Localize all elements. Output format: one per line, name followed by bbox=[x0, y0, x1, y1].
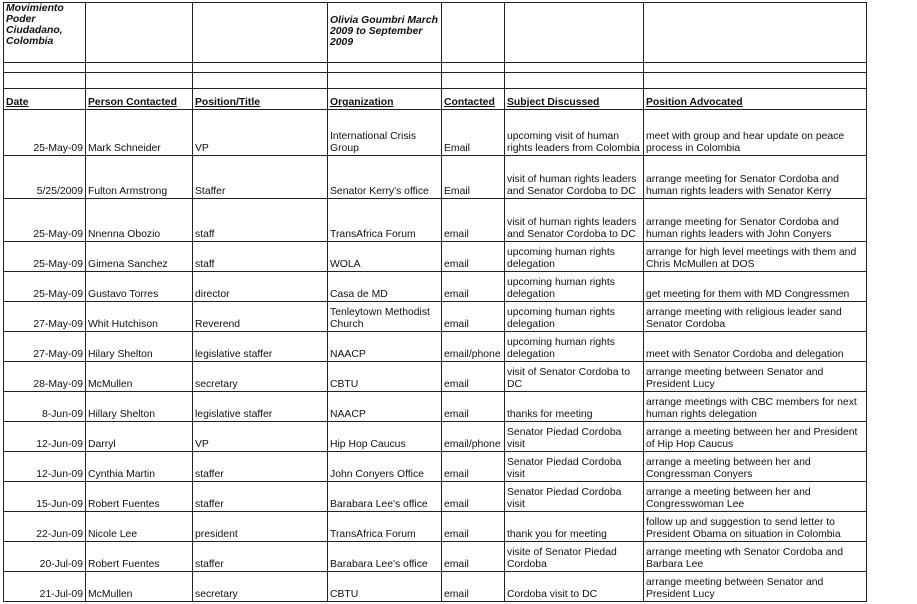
contact-log-table bbox=[3, 2, 867, 602]
advocated-cell: arrange a meeting between her and President of Hip Hop Caucus bbox=[644, 422, 867, 452]
organization-cell: TransAfrica Forum bbox=[328, 199, 442, 242]
date-cell: 28-May-09 bbox=[4, 362, 86, 392]
table-row bbox=[4, 482, 867, 512]
organization-cell: TransAfrica Forum bbox=[328, 512, 442, 542]
table-row bbox=[4, 572, 867, 602]
date-cell: 25-May-09 bbox=[4, 242, 86, 272]
contacted-cell: email bbox=[442, 242, 505, 272]
person-cell: McMullen bbox=[86, 362, 193, 392]
subject-cell: upcoming human rights delegation bbox=[505, 302, 644, 332]
date-cell: 8-Jun-09 bbox=[4, 392, 86, 422]
organization-title: Movimiento Poder Ciudadano, Colombia bbox=[4, 3, 86, 63]
contacted-cell: email bbox=[442, 199, 505, 242]
advocated-cell: arrange meeting with religious leader sand Senator Cordoba bbox=[644, 302, 867, 332]
organization-cell: Tenleytown Methodist Church bbox=[328, 302, 442, 332]
organization-cell: WOLA bbox=[328, 242, 442, 272]
position-cell: legislative staffer bbox=[193, 392, 328, 422]
header-person: Person Contacted bbox=[86, 89, 193, 110]
organization-cell: John Conyers Office bbox=[328, 452, 442, 482]
advocated-cell: arrange meeting between Senator and President Lucy bbox=[644, 362, 867, 392]
date-cell: 25-May-09 bbox=[4, 272, 86, 302]
subject-cell: Senator Piedad Cordoba visit bbox=[505, 422, 644, 452]
advocated-cell: arrange a meeting between her and Congressman Conyers bbox=[644, 452, 867, 482]
person-cell: McMullen bbox=[86, 572, 193, 602]
position-cell: VP bbox=[193, 110, 328, 156]
person-cell: Gimena Sanchez bbox=[86, 242, 193, 272]
table-row bbox=[4, 242, 867, 272]
organization-cell: International Crisis Group bbox=[328, 110, 442, 156]
person-cell: Robert Fuentes bbox=[86, 542, 193, 572]
table-row bbox=[4, 332, 867, 362]
contacted-cell: email bbox=[442, 542, 505, 572]
contacted-cell: email/phone bbox=[442, 422, 505, 452]
contacted-cell: email/phone bbox=[442, 332, 505, 362]
subject-cell: visit of human rights leaders and Senator Cordoba to DC bbox=[505, 156, 644, 199]
position-cell: staff bbox=[193, 199, 328, 242]
contacted-cell: Email bbox=[442, 110, 505, 156]
position-cell: VP bbox=[193, 422, 328, 452]
contacted-cell: email bbox=[442, 272, 505, 302]
table-row bbox=[4, 110, 867, 156]
advocated-cell: arrange for high level meetings with them and Chris McMullen at DOS bbox=[644, 242, 867, 272]
organization-cell: CBTU bbox=[328, 572, 442, 602]
table-row bbox=[4, 362, 867, 392]
header-position: Position/Title bbox=[193, 89, 328, 110]
person-cell: Gustavo Torres bbox=[86, 272, 193, 302]
date-cell: 27-May-09 bbox=[4, 332, 86, 362]
contacted-cell: Email bbox=[442, 156, 505, 199]
subject-cell: visit of human rights leaders and Senator Cordoba to DC bbox=[505, 199, 644, 242]
position-cell: director bbox=[193, 272, 328, 302]
position-cell: staff bbox=[193, 242, 328, 272]
person-cell: Cynthia Martin bbox=[86, 452, 193, 482]
organization-cell: NAACP bbox=[328, 392, 442, 422]
table-row bbox=[4, 452, 867, 482]
person-cell: Mark Schneider bbox=[86, 110, 193, 156]
organization-cell: Barabara Lee's office bbox=[328, 482, 442, 512]
empty-cell bbox=[442, 3, 505, 63]
table-row bbox=[4, 199, 867, 242]
spacer-row bbox=[4, 63, 867, 73]
organization-cell: Hip Hop Caucus bbox=[328, 422, 442, 452]
date-cell: 15-Jun-09 bbox=[4, 482, 86, 512]
header-date: Date bbox=[4, 89, 86, 110]
empty-cell bbox=[86, 3, 193, 63]
advocated-cell: arrange meeting for Senator Cordoba and human rights leaders with Senator Kerry bbox=[644, 156, 867, 199]
header-advocated: Position Advocated bbox=[644, 89, 867, 110]
subject-cell: Cordoba visit to DC bbox=[505, 572, 644, 602]
position-cell: secretary bbox=[193, 572, 328, 602]
advocated-cell: meet with group and hear update on peace process in Colombia bbox=[644, 110, 867, 156]
contacted-cell: email bbox=[442, 512, 505, 542]
table-row bbox=[4, 542, 867, 572]
header-row bbox=[4, 89, 867, 110]
contacted-cell: email bbox=[442, 482, 505, 512]
advocated-cell: arrange meeting between Senator and President Lucy bbox=[644, 572, 867, 602]
date-cell: 25-May-09 bbox=[4, 199, 86, 242]
date-cell: 20-Jul-09 bbox=[4, 542, 86, 572]
advocated-cell: arrange meeting wth Senator Cordoba and Barbara Lee bbox=[644, 542, 867, 572]
advocated-cell: arrange meeting for Senator Cordoba and human rights leaders with John Conyers bbox=[644, 199, 867, 242]
organization-cell: NAACP bbox=[328, 332, 442, 362]
subject-cell: visite of Senator Piedad Cordoba bbox=[505, 542, 644, 572]
contact-period-title: Olivia Goumbri March 2009 to September 2009 bbox=[328, 3, 442, 63]
table-row bbox=[4, 272, 867, 302]
header-organization: Organization bbox=[328, 89, 442, 110]
person-cell: Nicole Lee bbox=[86, 512, 193, 542]
position-cell: staffer bbox=[193, 482, 328, 512]
advocated-cell: meet with Senator Cordoba and delegation bbox=[644, 332, 867, 362]
subject-cell: thank you for meeting bbox=[505, 512, 644, 542]
date-cell: 22-Jun-09 bbox=[4, 512, 86, 542]
position-cell: president bbox=[193, 512, 328, 542]
organization-cell: Senator Kerry's office bbox=[328, 156, 442, 199]
position-cell: Staffer bbox=[193, 156, 328, 199]
date-cell: 27-May-09 bbox=[4, 302, 86, 332]
table-row bbox=[4, 302, 867, 332]
table-row bbox=[4, 512, 867, 542]
header-subject: Subject Discussed bbox=[505, 89, 644, 110]
contacted-cell: email bbox=[442, 392, 505, 422]
table-row bbox=[4, 422, 867, 452]
advocated-cell: arrange a meeting between her and Congresswoman Lee bbox=[644, 482, 867, 512]
person-cell: Hillary Shelton bbox=[86, 392, 193, 422]
empty-cell bbox=[505, 3, 644, 63]
table-row bbox=[4, 392, 867, 422]
contacted-cell: email bbox=[442, 302, 505, 332]
position-cell: staffer bbox=[193, 542, 328, 572]
advocated-cell: arrange meetings with CBC members for next human rights delegation bbox=[644, 392, 867, 422]
position-cell: Reverend bbox=[193, 302, 328, 332]
table-row bbox=[4, 156, 867, 199]
subject-cell: upcoming human rights delegation bbox=[505, 272, 644, 302]
organization-cell: Casa de MD bbox=[328, 272, 442, 302]
spacer-row bbox=[4, 73, 867, 89]
date-cell: 5/25/2009 bbox=[4, 156, 86, 199]
subject-cell: Senator Piedad Cordoba visit bbox=[505, 482, 644, 512]
date-cell: 25-May-09 bbox=[4, 110, 86, 156]
subject-cell: Senator Piedad Cordoba visit bbox=[505, 452, 644, 482]
position-cell: legislative staffer bbox=[193, 332, 328, 362]
contacted-cell: email bbox=[442, 572, 505, 602]
position-cell: staffer bbox=[193, 452, 328, 482]
position-cell: secretary bbox=[193, 362, 328, 392]
subject-cell: upcoming human rights delegation bbox=[505, 242, 644, 272]
advocated-cell: follow up and suggestion to send letter to President Obama on situation in Colombia bbox=[644, 512, 867, 542]
header-contacted: Contacted bbox=[442, 89, 505, 110]
subject-cell: visit of Senator Cordoba to DC bbox=[505, 362, 644, 392]
person-cell: Whit Hutchison bbox=[86, 302, 193, 332]
organization-cell: CBTU bbox=[328, 362, 442, 392]
subject-cell: thanks for meeting bbox=[505, 392, 644, 422]
date-cell: 12-Jun-09 bbox=[4, 422, 86, 452]
person-cell: Nnenna Obozio bbox=[86, 199, 193, 242]
subject-cell: upcoming human rights delegation bbox=[505, 332, 644, 362]
empty-cell bbox=[644, 3, 867, 63]
empty-cell bbox=[193, 3, 328, 63]
subject-cell: upcoming visit of human rights leaders from Colombia bbox=[505, 110, 644, 156]
date-cell: 21-Jul-09 bbox=[4, 572, 86, 602]
contacted-cell: email bbox=[442, 452, 505, 482]
person-cell: Robert Fuentes bbox=[86, 482, 193, 512]
person-cell: Darryl bbox=[86, 422, 193, 452]
organization-cell: Barabara Lee's office bbox=[328, 542, 442, 572]
advocated-cell: get meeting for them with MD Congressmen bbox=[644, 272, 867, 302]
title-row bbox=[4, 3, 867, 63]
contacted-cell: email bbox=[442, 362, 505, 392]
date-cell: 12-Jun-09 bbox=[4, 452, 86, 482]
person-cell: Fulton Armstrong bbox=[86, 156, 193, 199]
person-cell: Hilary Shelton bbox=[86, 332, 193, 362]
